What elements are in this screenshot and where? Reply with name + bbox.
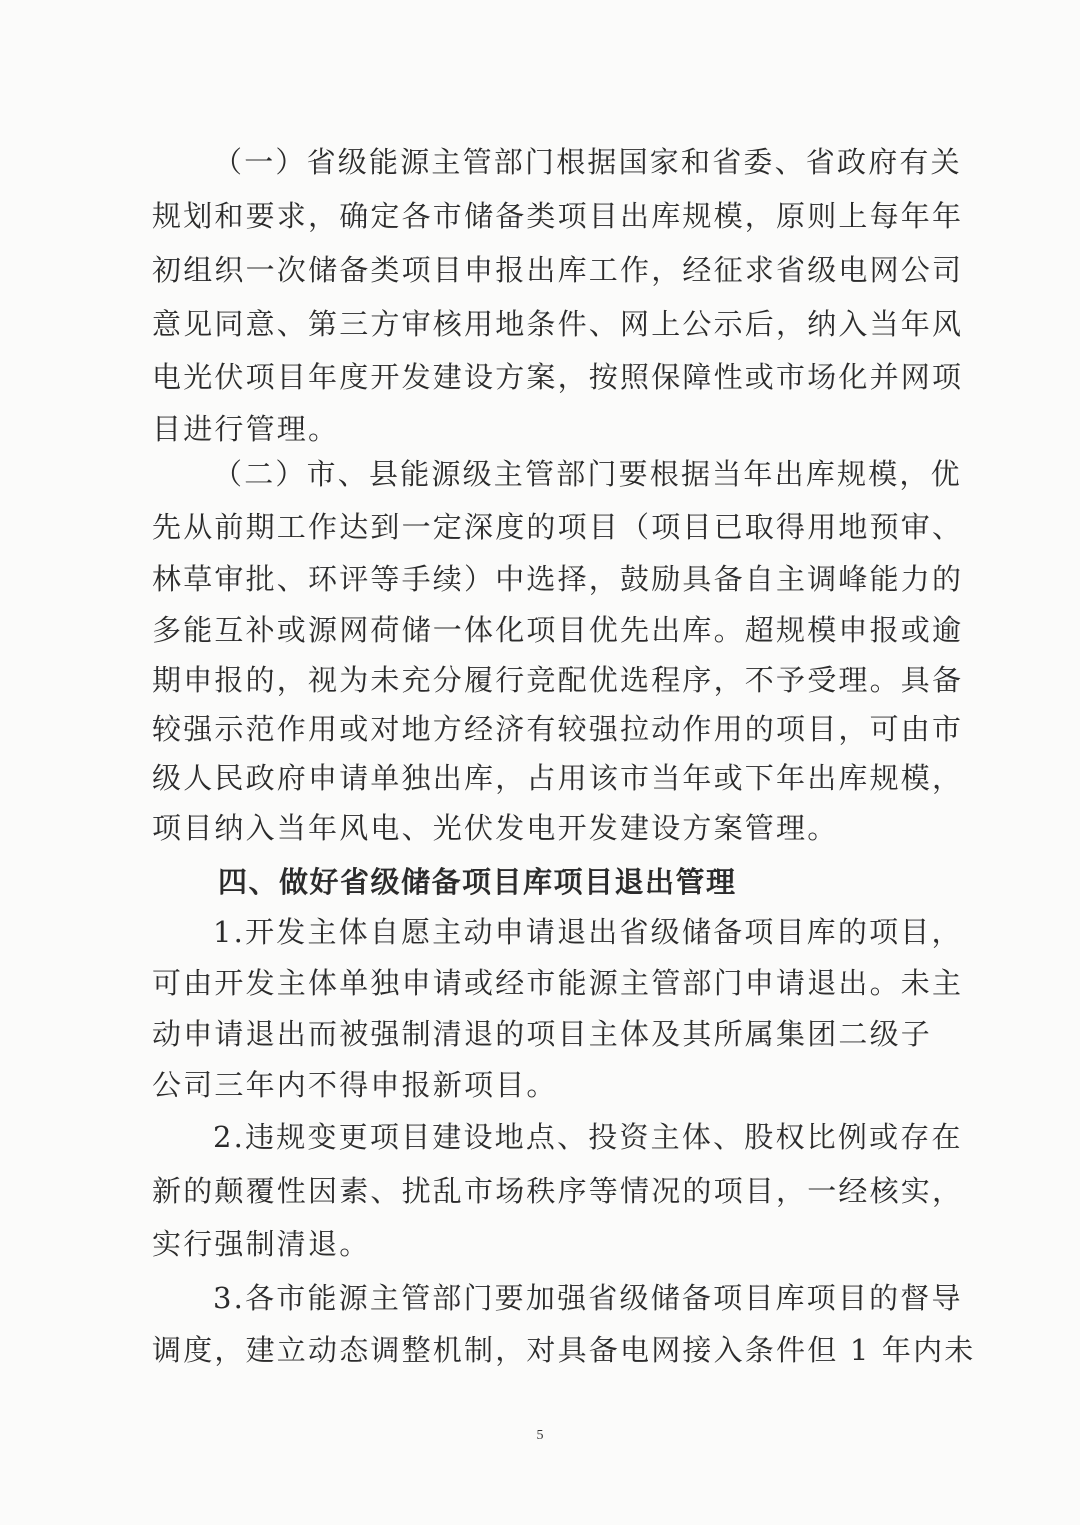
text-line: 期申报的，视为未充分履行竞配优选程序，不予受理。具备	[152, 663, 964, 697]
text-line: 电光伏项目年度开发建设方案，按照保障性或市场化并网项	[152, 360, 964, 394]
page-number: 5	[536, 1428, 544, 1443]
text-line: （一）省级能源主管部门根据国家和省委、省政府有关	[213, 145, 962, 179]
text-line: 规划和要求，确定各市储备类项目出库规模，原则上每年年	[152, 199, 964, 233]
text-line: 多能互补或源网荷储一体化项目优先出库。超规模申报或逾	[152, 613, 964, 647]
text-line: 动申请退出而被强制清退的项目主体及其所属集团二级子	[152, 1017, 933, 1051]
text-line: 新的颠覆性因素、扰乱市场秩序等情况的项目，一经核实，	[152, 1174, 964, 1208]
text-line: 可由开发主体单独申请或经市能源主管部门申请退出。未主	[152, 966, 964, 1000]
text-line: 初组织一次储备类项目申报出库工作，经征求省级电网公司	[152, 253, 964, 287]
text-line: 1.开发主体自愿主动申请退出省级储备项目库的项目，	[213, 915, 963, 949]
text-line: 较强示范作用或对地方经济有较强拉动作用的项目，可由市	[152, 712, 964, 746]
text-line: 项目纳入当年风电、光伏发电开发建设方案管理。	[152, 811, 839, 845]
section-heading: 四、做好省级储备项目库项目退出管理	[218, 865, 737, 899]
text-line: 级人民政府申请单独出库，占用该市当年或下年出库规模，	[152, 761, 964, 795]
text-line: 林草审批、环评等手续）中选择，鼓励具备自主调峰能力的	[152, 562, 964, 596]
text-line: 意见同意、第三方审核用地条件、网上公示后，纳入当年风	[152, 307, 964, 341]
text-line: 先从前期工作达到一定深度的项目（项目已取得用地预审、	[152, 510, 964, 544]
text-line: 调度，建立动态调整机制，对具备电网接入条件但 1 年内未	[152, 1333, 976, 1367]
text-line: 实行强制清退。	[152, 1227, 371, 1261]
text-line: 3.各市能源主管部门要加强省级储备项目库项目的督导	[213, 1281, 963, 1315]
text-line: （二）市、县能源级主管部门要根据当年出库规模，优	[213, 457, 962, 491]
text-line: 公司三年内不得申报新项目。	[152, 1068, 558, 1102]
text-line: 2.违规变更项目建设地点、投资主体、股权比例或存在	[213, 1120, 963, 1154]
text-line: 目进行管理。	[152, 412, 340, 446]
